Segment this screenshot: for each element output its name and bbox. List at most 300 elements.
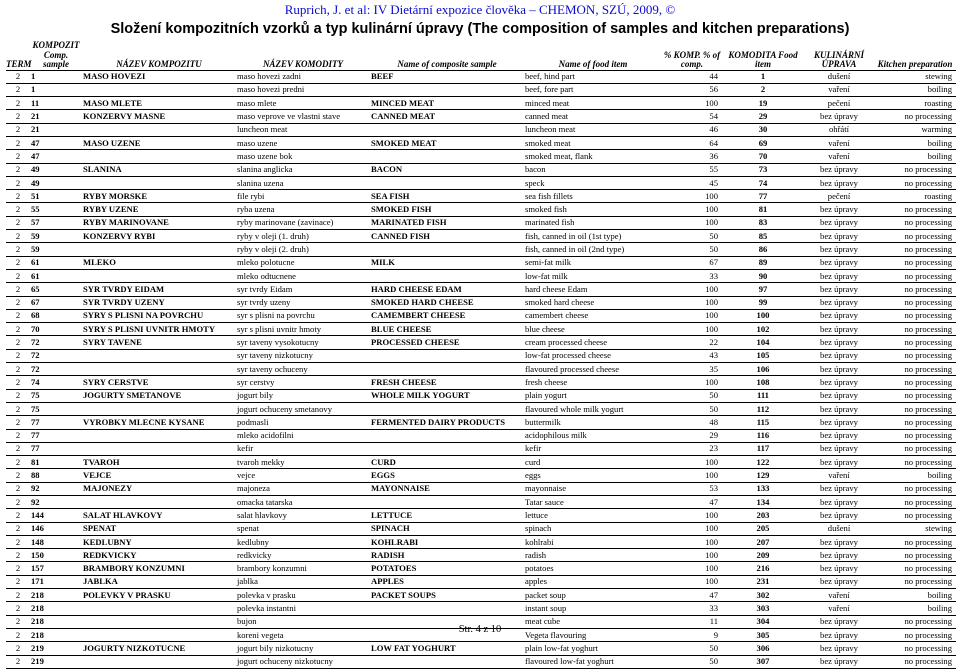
composite-name-cell: RYBY UZENE (82, 203, 236, 216)
preparation-en-cell: no processing (874, 163, 956, 176)
commodity-name-cell: vejce (236, 469, 370, 482)
commodity-name-cell: maso uzene (236, 136, 370, 149)
composite-name-en-cell: LETTUCE (370, 509, 524, 522)
composite-name-cell: SYRY TAVENE (82, 336, 236, 349)
composite-name-en-cell (370, 442, 524, 455)
commodity-name-cell: jogurt bily nizkotucny (236, 642, 370, 655)
term-cell: 2 (6, 176, 30, 189)
commodity-code-cell: 117 (722, 442, 804, 455)
food-item-cell: smoked meat, flank (524, 150, 662, 163)
percent-cell: 56 (662, 83, 722, 96)
food-item-cell: fresh cheese (524, 376, 662, 389)
percent-cell: 100 (662, 376, 722, 389)
table-row (6, 283, 956, 296)
composite-name-en-cell: HARD CHEESE EDAM (370, 283, 524, 296)
table-row (6, 642, 956, 655)
table-row (6, 402, 956, 415)
composite-code-cell: 1 (30, 83, 82, 96)
preparation-cz-cell: bez úpravy (804, 496, 874, 509)
composite-name-en-cell: CAMEMBERT CHEESE (370, 309, 524, 322)
commodity-code-cell: 108 (722, 376, 804, 389)
composite-name-cell (82, 402, 236, 415)
commodity-name-cell: luncheon meat (236, 123, 370, 136)
preparation-en-cell: no processing (874, 628, 956, 641)
preparation-cz-cell: bez úpravy (804, 482, 874, 495)
table-row (6, 136, 956, 149)
percent-cell: 23 (662, 442, 722, 455)
composite-name-en-cell (370, 363, 524, 376)
preparation-cz-cell: bez úpravy (804, 203, 874, 216)
preparation-cz-cell: bez úpravy (804, 323, 874, 336)
preparation-cz-cell: vaření (804, 589, 874, 602)
percent-cell: 100 (662, 323, 722, 336)
percent-cell: 100 (662, 469, 722, 482)
food-item-cell: acidophilous milk (524, 429, 662, 442)
table-row (6, 509, 956, 522)
composite-code-cell: 65 (30, 283, 82, 296)
table-row (6, 522, 956, 535)
composite-name-cell (82, 243, 236, 256)
percent-cell: 100 (662, 296, 722, 309)
preparation-cz-cell: bez úpravy (804, 230, 874, 243)
term-cell: 2 (6, 283, 30, 296)
percent-cell: 36 (662, 150, 722, 163)
preparation-cz-cell: bez úpravy (804, 442, 874, 455)
percent-cell: 100 (662, 562, 722, 575)
percent-cell: 33 (662, 269, 722, 282)
percent-cell: 55 (662, 163, 722, 176)
commodity-name-cell: bujon (236, 615, 370, 628)
food-item-cell: marinated fish (524, 216, 662, 229)
composite-code-cell: 88 (30, 469, 82, 482)
commodity-name-cell: ryby marinovane (zavinace) (236, 216, 370, 229)
term-cell: 2 (6, 269, 30, 282)
composite-name-en-cell: SMOKED FISH (370, 203, 524, 216)
composite-name-en-cell: MARINATED FISH (370, 216, 524, 229)
table-row (6, 83, 956, 96)
percent-cell: 9 (662, 628, 722, 641)
table-row (6, 535, 956, 548)
table-row (6, 216, 956, 229)
preparation-en-cell: roasting (874, 97, 956, 110)
composite-code-cell: 77 (30, 442, 82, 455)
preparation-cz-cell: bez úpravy (804, 628, 874, 641)
preparation-cz-cell: bez úpravy (804, 389, 874, 402)
composite-name-en-cell (370, 150, 524, 163)
food-item-cell: flavoured processed cheese (524, 363, 662, 376)
commodity-name-cell: syr tvrdy Eidam (236, 283, 370, 296)
preparation-cz-cell: bez úpravy (804, 176, 874, 189)
term-cell: 2 (6, 642, 30, 655)
commodity-name-cell: podmasli (236, 416, 370, 429)
commodity-name-cell: syr tvrdy uzeny (236, 296, 370, 309)
food-item-cell: packet soup (524, 589, 662, 602)
commodity-code-cell: 74 (722, 176, 804, 189)
composite-name-en-cell (370, 243, 524, 256)
composite-code-cell: 77 (30, 416, 82, 429)
commodity-code-cell: 102 (722, 323, 804, 336)
composite-code-cell: 218 (30, 615, 82, 628)
preparation-cz-cell: bez úpravy (804, 336, 874, 349)
preparation-cz-cell: bez úpravy (804, 456, 874, 469)
table-row (6, 575, 956, 588)
percent-cell: 67 (662, 256, 722, 269)
composite-name-cell: MASO HOVEZI (82, 70, 236, 83)
table-row (6, 203, 956, 216)
column-header: Name of food item (524, 41, 662, 70)
term-cell: 2 (6, 522, 30, 535)
preparation-en-cell: no processing (874, 336, 956, 349)
commodity-code-cell: 81 (722, 203, 804, 216)
composite-name-cell: MLEKO (82, 256, 236, 269)
composite-name-en-cell: CURD (370, 456, 524, 469)
percent-cell: 50 (662, 402, 722, 415)
preparation-en-cell: no processing (874, 216, 956, 229)
composite-name-en-cell (370, 349, 524, 362)
commodity-code-cell: 302 (722, 589, 804, 602)
percent-cell: 100 (662, 549, 722, 562)
composite-name-en-cell: SMOKED HARD CHEESE (370, 296, 524, 309)
composite-name-cell: SYRY CERSTVE (82, 376, 236, 389)
composite-name-cell: VEJCE (82, 469, 236, 482)
percent-cell: 100 (662, 97, 722, 110)
food-item-cell: speck (524, 176, 662, 189)
term-cell: 2 (6, 456, 30, 469)
composite-name-cell: JABLKA (82, 575, 236, 588)
composite-code-cell: 218 (30, 628, 82, 641)
term-cell: 2 (6, 309, 30, 322)
commodity-code-cell: 134 (722, 496, 804, 509)
term-cell: 2 (6, 429, 30, 442)
preparation-cz-cell: vaření (804, 150, 874, 163)
table-row (6, 589, 956, 602)
composite-name-cell: POLEVKY V PRASKU (82, 589, 236, 602)
term-cell: 2 (6, 535, 30, 548)
commodity-code-cell: 29 (722, 110, 804, 123)
term-cell: 2 (6, 349, 30, 362)
composite-name-cell: REDKVICKY (82, 549, 236, 562)
commodity-name-cell: mleko polotucne (236, 256, 370, 269)
column-header: NÁZEV KOMPOZITU (82, 41, 236, 70)
composite-code-cell: 144 (30, 509, 82, 522)
preparation-en-cell: boiling (874, 83, 956, 96)
composite-name-en-cell: PROCESSED CHEESE (370, 336, 524, 349)
term-cell: 2 (6, 216, 30, 229)
commodity-code-cell: 105 (722, 349, 804, 362)
table-row (6, 123, 956, 136)
commodity-name-cell: maso veprove ve vlastni stave (236, 110, 370, 123)
preparation-cz-cell: bez úpravy (804, 256, 874, 269)
table-row (6, 256, 956, 269)
commodity-name-cell: omacka tatarska (236, 496, 370, 509)
percent-cell: 44 (662, 70, 722, 83)
preparation-cz-cell: pečení (804, 97, 874, 110)
preparation-cz-cell: vaření (804, 469, 874, 482)
preparation-en-cell: no processing (874, 376, 956, 389)
food-item-cell: flavoured whole milk yogurt (524, 402, 662, 415)
commodity-code-cell: 70 (722, 150, 804, 163)
composite-code-cell: 47 (30, 150, 82, 163)
food-item-cell: flavoured low-fat yoghurt (524, 655, 662, 668)
commodity-name-cell: maso mlete (236, 97, 370, 110)
commodity-code-cell: 90 (722, 269, 804, 282)
commodity-code-cell: 112 (722, 402, 804, 415)
composite-code-cell: 92 (30, 496, 82, 509)
commodity-code-cell: 116 (722, 429, 804, 442)
commodity-code-cell: 306 (722, 642, 804, 655)
composite-name-en-cell (370, 123, 524, 136)
preparation-en-cell: boiling (874, 136, 956, 149)
composite-name-cell (82, 442, 236, 455)
commodity-name-cell: majoneza (236, 482, 370, 495)
composite-name-en-cell (370, 269, 524, 282)
preparation-en-cell: no processing (874, 243, 956, 256)
table-body (6, 70, 956, 668)
preparation-cz-cell: bez úpravy (804, 642, 874, 655)
commodity-name-cell: polevka instantni (236, 602, 370, 615)
food-item-cell: eggs (524, 469, 662, 482)
composite-name-en-cell: POTATOES (370, 562, 524, 575)
commodity-name-cell: file rybi (236, 190, 370, 203)
commodity-code-cell: 19 (722, 97, 804, 110)
composite-name-cell: SYR TVRDY UZENY (82, 296, 236, 309)
percent-cell: 22 (662, 336, 722, 349)
percent-cell: 11 (662, 615, 722, 628)
food-item-cell: kefir (524, 442, 662, 455)
food-item-cell: apples (524, 575, 662, 588)
table-row (6, 549, 956, 562)
composite-code-cell: 1 (30, 70, 82, 83)
commodity-code-cell: 133 (722, 482, 804, 495)
composite-name-cell (82, 123, 236, 136)
commodity-name-cell: redkvicky (236, 549, 370, 562)
preparation-en-cell: no processing (874, 549, 956, 562)
food-item-cell: lettuce (524, 509, 662, 522)
table-row (6, 163, 956, 176)
column-header: Kitchen preparation (874, 41, 956, 70)
preparation-en-cell: no processing (874, 283, 956, 296)
preparation-en-cell: no processing (874, 110, 956, 123)
preparation-en-cell: boiling (874, 469, 956, 482)
commodity-name-cell: ryby v oleji (1. druh) (236, 230, 370, 243)
table-row (6, 269, 956, 282)
commodity-name-cell: mleko acidofilni (236, 429, 370, 442)
composite-name-en-cell: RADISH (370, 549, 524, 562)
commodity-code-cell: 307 (722, 655, 804, 668)
food-item-cell: semi-fat milk (524, 256, 662, 269)
column-header: KULINÁRNÍ ÚPRAVA (804, 41, 874, 70)
table-row (6, 562, 956, 575)
preparation-cz-cell: bez úpravy (804, 216, 874, 229)
composite-name-en-cell (370, 83, 524, 96)
composite-name-en-cell: CANNED FISH (370, 230, 524, 243)
percent-cell: 54 (662, 110, 722, 123)
food-item-cell: low-fat processed cheese (524, 349, 662, 362)
table-row (6, 376, 956, 389)
percent-cell: 100 (662, 216, 722, 229)
composite-name-cell (82, 176, 236, 189)
composite-code-cell: 11 (30, 97, 82, 110)
preparation-cz-cell: bez úpravy (804, 269, 874, 282)
preparation-en-cell: no processing (874, 496, 956, 509)
preparation-cz-cell: dušení (804, 522, 874, 535)
table-row (6, 243, 956, 256)
commodity-code-cell: 205 (722, 522, 804, 535)
food-item-cell: luncheon meat (524, 123, 662, 136)
commodity-code-cell: 73 (722, 163, 804, 176)
table-row (6, 176, 956, 189)
preparation-en-cell: roasting (874, 190, 956, 203)
commodity-code-cell: 303 (722, 602, 804, 615)
term-cell: 2 (6, 150, 30, 163)
commodity-name-cell: syr taveny vysokotucny (236, 336, 370, 349)
commodity-name-cell: salat hlavkovy (236, 509, 370, 522)
commodity-name-cell: slanina anglicka (236, 163, 370, 176)
commodity-code-cell: 104 (722, 336, 804, 349)
preparation-en-cell: stewing (874, 70, 956, 83)
preparation-cz-cell: bez úpravy (804, 509, 874, 522)
table-row (6, 336, 956, 349)
commodity-code-cell: 30 (722, 123, 804, 136)
preparation-en-cell: no processing (874, 296, 956, 309)
table-row (6, 296, 956, 309)
composite-name-en-cell: FERMENTED DAIRY PRODUCTS (370, 416, 524, 429)
commodity-name-cell: spenat (236, 522, 370, 535)
term-cell: 2 (6, 323, 30, 336)
composite-code-cell: 55 (30, 203, 82, 216)
composite-code-cell: 148 (30, 535, 82, 548)
term-cell: 2 (6, 256, 30, 269)
preparation-cz-cell: bez úpravy (804, 110, 874, 123)
term-cell: 2 (6, 549, 30, 562)
food-item-cell: blue cheese (524, 323, 662, 336)
food-item-cell: low-fat milk (524, 269, 662, 282)
term-cell: 2 (6, 70, 30, 83)
commodity-code-cell: 86 (722, 243, 804, 256)
commodity-name-cell: jogurt ochuceny smetanovy (236, 402, 370, 415)
composite-code-cell: 72 (30, 363, 82, 376)
page-number: Str. 4 z 10 (458, 624, 502, 635)
table-row (6, 429, 956, 442)
table-row (6, 389, 956, 402)
preparation-en-cell: no processing (874, 416, 956, 429)
percent-cell: 100 (662, 509, 722, 522)
table-row (6, 482, 956, 495)
composite-name-en-cell: SPINACH (370, 522, 524, 535)
preparation-en-cell: no processing (874, 230, 956, 243)
preparation-cz-cell: bez úpravy (804, 416, 874, 429)
composite-code-cell: 81 (30, 456, 82, 469)
composite-name-cell: JOGURTY NIZKOTUCNE (82, 642, 236, 655)
preparation-en-cell: no processing (874, 575, 956, 588)
commodity-name-cell: maso hovezi predni (236, 83, 370, 96)
preparation-en-cell: no processing (874, 269, 956, 282)
composite-code-cell: 59 (30, 230, 82, 243)
preparation-en-cell: no processing (874, 402, 956, 415)
preparation-cz-cell: dušení (804, 70, 874, 83)
food-item-cell: canned meat (524, 110, 662, 123)
commodity-code-cell: 85 (722, 230, 804, 243)
composite-name-cell (82, 429, 236, 442)
commodity-name-cell: syr cerstvy (236, 376, 370, 389)
composite-code-cell: 67 (30, 296, 82, 309)
composite-name-en-cell: BEEF (370, 70, 524, 83)
percent-cell: 100 (662, 283, 722, 296)
food-item-cell: plain low-fat yoghurt (524, 642, 662, 655)
term-cell: 2 (6, 363, 30, 376)
food-item-cell: hard cheese Edam (524, 283, 662, 296)
composite-code-cell: 219 (30, 655, 82, 668)
percent-cell: 100 (662, 309, 722, 322)
composite-name-cell (82, 150, 236, 163)
term-cell: 2 (6, 203, 30, 216)
composite-name-cell: BRAMBORY KONZUMNI (82, 562, 236, 575)
term-cell: 2 (6, 83, 30, 96)
commodity-code-cell: 231 (722, 575, 804, 588)
table-row (6, 323, 956, 336)
food-item-cell: smoked hard cheese (524, 296, 662, 309)
composite-name-cell: KONZERVY MASNE (82, 110, 236, 123)
percent-cell: 50 (662, 655, 722, 668)
preparation-cz-cell: vaření (804, 83, 874, 96)
composite-name-en-cell: EGGS (370, 469, 524, 482)
commodity-code-cell: 1 (722, 70, 804, 83)
composite-code-cell: 61 (30, 256, 82, 269)
percent-cell: 64 (662, 136, 722, 149)
commodity-code-cell: 207 (722, 535, 804, 548)
composite-name-en-cell: MAYONNAISE (370, 482, 524, 495)
commodity-code-cell: 115 (722, 416, 804, 429)
composite-name-cell: RYBY MORSKE (82, 190, 236, 203)
food-item-cell: Tatar sauce (524, 496, 662, 509)
composition-table (6, 41, 956, 669)
percent-cell: 50 (662, 230, 722, 243)
term-cell: 2 (6, 469, 30, 482)
term-cell: 2 (6, 628, 30, 641)
preparation-en-cell: no processing (874, 349, 956, 362)
commodity-name-cell: polevka v prasku (236, 589, 370, 602)
composite-name-cell (82, 363, 236, 376)
commodity-code-cell: 100 (722, 309, 804, 322)
term-cell: 2 (6, 389, 30, 402)
composite-name-en-cell (370, 176, 524, 189)
commodity-code-cell: 111 (722, 389, 804, 402)
preparation-cz-cell: bez úpravy (804, 283, 874, 296)
term-cell: 2 (6, 602, 30, 615)
food-item-cell: Vegeta flavouring (524, 628, 662, 641)
composite-code-cell: 77 (30, 429, 82, 442)
percent-cell: 50 (662, 642, 722, 655)
preparation-cz-cell: bez úpravy (804, 575, 874, 588)
commodity-name-cell: brambory konzumni (236, 562, 370, 575)
food-item-cell: minced meat (524, 97, 662, 110)
composite-name-cell: VYROBKY MLECNE KYSANE (82, 416, 236, 429)
preparation-cz-cell: bez úpravy (804, 655, 874, 668)
table-row (6, 602, 956, 615)
percent-cell: 100 (662, 456, 722, 469)
term-cell: 2 (6, 123, 30, 136)
preparation-cz-cell: bez úpravy (804, 615, 874, 628)
table-row (6, 349, 956, 362)
food-item-cell: kohlrabi (524, 535, 662, 548)
commodity-name-cell: kedlubny (236, 535, 370, 548)
percent-cell: 43 (662, 349, 722, 362)
term-cell: 2 (6, 482, 30, 495)
preparation-cz-cell: bez úpravy (804, 402, 874, 415)
percent-cell: 47 (662, 589, 722, 602)
commodity-code-cell: 304 (722, 615, 804, 628)
column-header: KOMODITA Food item (722, 41, 804, 70)
